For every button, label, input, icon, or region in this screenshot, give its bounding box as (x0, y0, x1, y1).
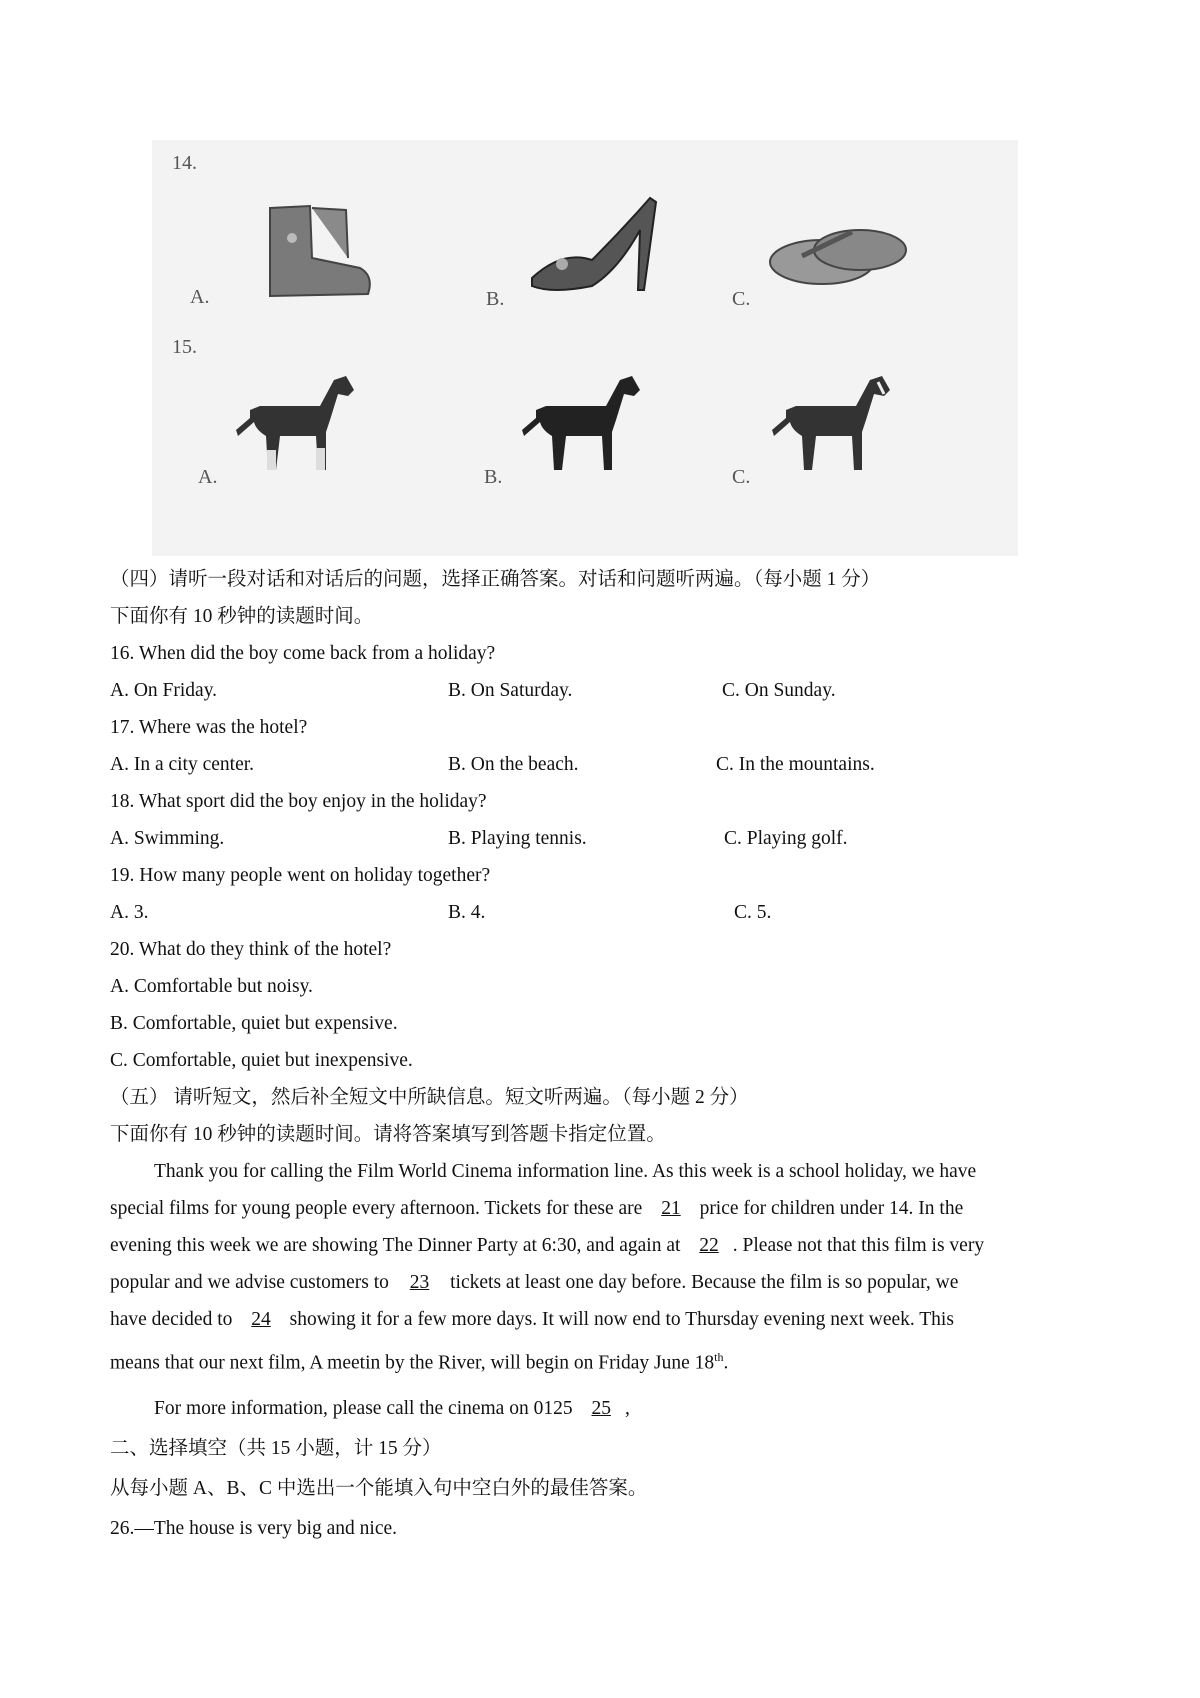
question-14-figure (152, 140, 1018, 340)
part-2-instruction: 从每小题 A、B、C 中选出一个能填入句中空白外的最佳答案。 (110, 1478, 648, 1499)
horse-icon (230, 370, 370, 490)
passage-line (110, 1234, 984, 1258)
blank-22[interactable]: 22 (699, 1235, 719, 1256)
horse-icon (766, 370, 906, 490)
section-4-note: 下面你有 10 秒钟的读题时间。 (110, 606, 374, 627)
ordinal-suffix: th (714, 1350, 724, 1364)
option-16a[interactable]: A. On Friday. (110, 680, 218, 701)
option-c-label: C. (732, 288, 751, 310)
passage-line (110, 1308, 954, 1332)
blank-21[interactable]: 21 (661, 1198, 681, 1219)
option-16c[interactable]: C. On Sunday. (722, 680, 836, 701)
passage-text: showing it for a few more days. It will now end to Thursday evening next week. This (289, 1309, 954, 1330)
option-16b[interactable]: B. On Saturday. (448, 680, 573, 701)
passage-text: special films for young people every afternoon. Tickets for these are (110, 1198, 643, 1219)
question-16: 16. When did the boy come back from a holiday? (110, 643, 496, 664)
passage-text: means that our next film, A meetin by the River, will begin on Friday June 18 (110, 1352, 715, 1374)
passage-text: tickets at least one day before. Because the film is so popular, we (450, 1272, 959, 1293)
question-number: 15. (172, 336, 197, 358)
horse-icon (516, 370, 656, 490)
boot-icon (250, 198, 380, 308)
passage-text: price for children under 14. In the (699, 1198, 964, 1219)
option-18a[interactable]: A. Swimming. (110, 828, 225, 849)
passage-text: Thank you for calling the Film World Cinema information line. As this week is a school holiday, we have (154, 1161, 977, 1182)
option-20a[interactable]: A. Comfortable but noisy. (110, 976, 313, 997)
passage-text: . Please not that this film is very (732, 1235, 985, 1256)
high-heel-icon (522, 190, 672, 300)
passage-line (154, 1397, 630, 1421)
passage-text: popular and we advise customers to (110, 1272, 389, 1293)
option-17c[interactable]: C. In the mountains. (716, 754, 875, 775)
question-17: 17. Where was the hotel? (110, 717, 308, 738)
option-20b[interactable]: B. Comfortable, quiet but expensive. (110, 1013, 398, 1034)
option-19c[interactable]: C. 5. (734, 902, 772, 923)
option-a-label: A. (190, 286, 210, 308)
passage-text: For more information, please call the cinema on 0125 (154, 1398, 573, 1419)
option-c-label: C. (732, 466, 751, 488)
passage-line (110, 1345, 728, 1376)
question-15-figure (152, 330, 1018, 530)
option-17a[interactable]: A. In a city center. (110, 754, 255, 775)
section-4-heading: （四）请听一段对话和对话后的问题，选择正确答案。对话和问题听两遍。（每小题 1 分） (110, 569, 881, 590)
section-5-note: 下面你有 10 秒钟的读题时间。请将答案填写到答题卡指定位置。 (110, 1124, 666, 1145)
option-17b[interactable]: B. On the beach. (448, 754, 579, 775)
option-b-label: B. (486, 288, 505, 310)
blank-24[interactable]: 24 (251, 1309, 271, 1330)
option-19a[interactable]: A. 3. (110, 902, 149, 923)
passage-line (110, 1271, 958, 1295)
option-18c[interactable]: C. Playing golf. (724, 828, 848, 849)
slipper-icon (762, 192, 912, 302)
option-19b[interactable]: B. 4. (448, 902, 486, 923)
question-26: 26.—The house is very big and nice. (110, 1518, 398, 1539)
blank-25[interactable]: 25 (591, 1398, 611, 1419)
passage-line (110, 1197, 963, 1221)
passage-line (154, 1160, 976, 1184)
option-20c[interactable]: C. Comfortable, quiet but inexpensive. (110, 1050, 413, 1071)
question-number: 14. (172, 152, 197, 174)
option-18b[interactable]: B. Playing tennis. (448, 828, 587, 849)
option-b-label: B. (484, 466, 503, 488)
passage-text: . (723, 1352, 729, 1374)
passage-text: , (624, 1398, 630, 1419)
listening-figure (152, 140, 1018, 556)
question-18: 18. What sport did the boy enjoy in the holiday? (110, 791, 487, 812)
section-5-heading: （五） 请听短文，然后补全短文中所缺信息。短文听两遍。（每小题 2 分） (110, 1087, 749, 1108)
question-19: 19. How many people went on holiday together? (110, 865, 491, 886)
part-2-heading: 二、选择填空（共 15 小题，计 15 分） (110, 1438, 442, 1459)
passage-text: have decided to (110, 1309, 233, 1330)
passage-text: evening this week we are showing The Dinner Party at 6:30, and again at (110, 1235, 681, 1256)
blank-23[interactable]: 23 (409, 1272, 430, 1293)
question-20: 20. What do they think of the hotel? (110, 939, 392, 960)
option-a-label: A. (198, 466, 218, 488)
